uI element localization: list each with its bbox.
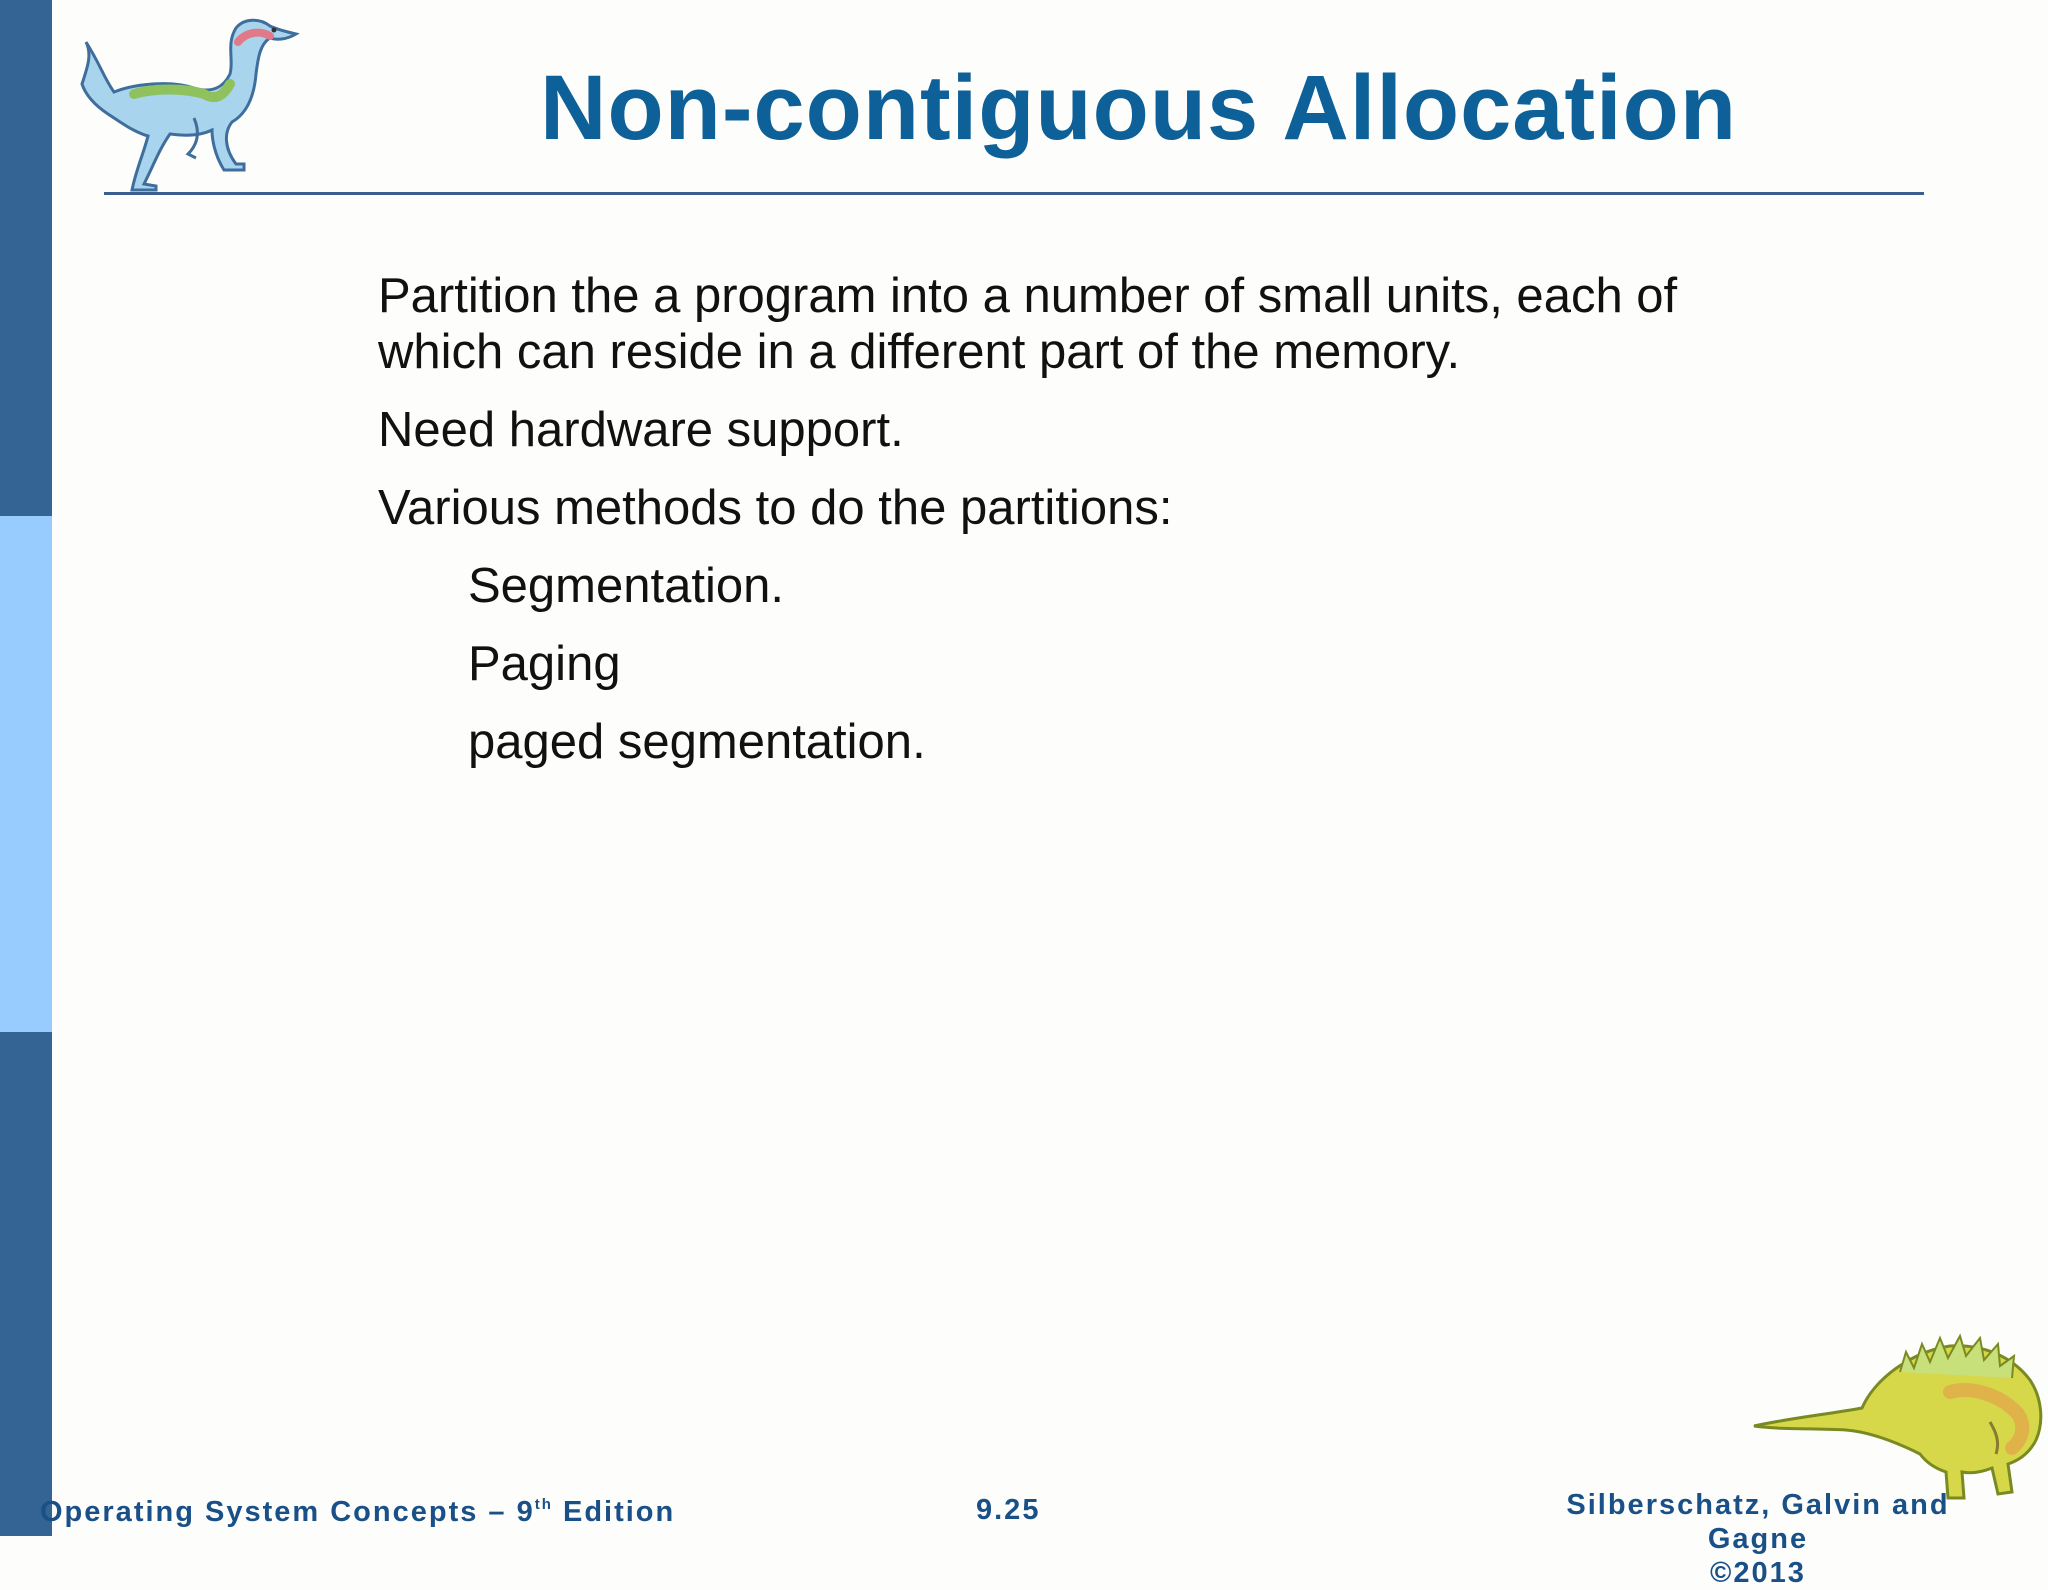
body-paragraph: Various methods to do the partitions: bbox=[378, 481, 1173, 535]
sub-list-item: Paging bbox=[468, 637, 621, 691]
sidebar-band-middle bbox=[0, 516, 52, 1032]
footer-book-superscript: th bbox=[534, 1496, 553, 1513]
footer-copyright: ©2013 bbox=[1710, 1557, 1806, 1589]
footer-book-prefix: Operating System Concepts – 9 bbox=[40, 1496, 535, 1528]
slide-title: Non-contiguous Allocation bbox=[540, 57, 1738, 159]
body-paragraph: Need hardware support. bbox=[378, 403, 904, 457]
sidebar-band-top bbox=[0, 0, 52, 516]
sidebar-band-bottom bbox=[0, 1032, 52, 1536]
sub-list-item: paged segmentation. bbox=[468, 715, 926, 769]
footer-authors: Silberschatz, Galvin and Gagne bbox=[1566, 1489, 1950, 1555]
footer-book-suffix: Edition bbox=[552, 1496, 676, 1528]
slide-body bbox=[378, 268, 1778, 792]
footer-authors-block bbox=[1528, 1488, 1988, 1590]
dinosaur-standing-icon bbox=[74, 14, 314, 194]
footer-book-title bbox=[40, 1496, 675, 1529]
body-paragraph: Partition the a program into a number of small units, each of which can reside in a different part of the memory. bbox=[378, 269, 1678, 379]
dinosaur-stegosaur-icon bbox=[1750, 1322, 2048, 1508]
title-divider bbox=[104, 192, 1924, 195]
sub-list-item: Segmentation. bbox=[468, 559, 784, 613]
page-number: 9.25 bbox=[976, 1494, 1041, 1526]
